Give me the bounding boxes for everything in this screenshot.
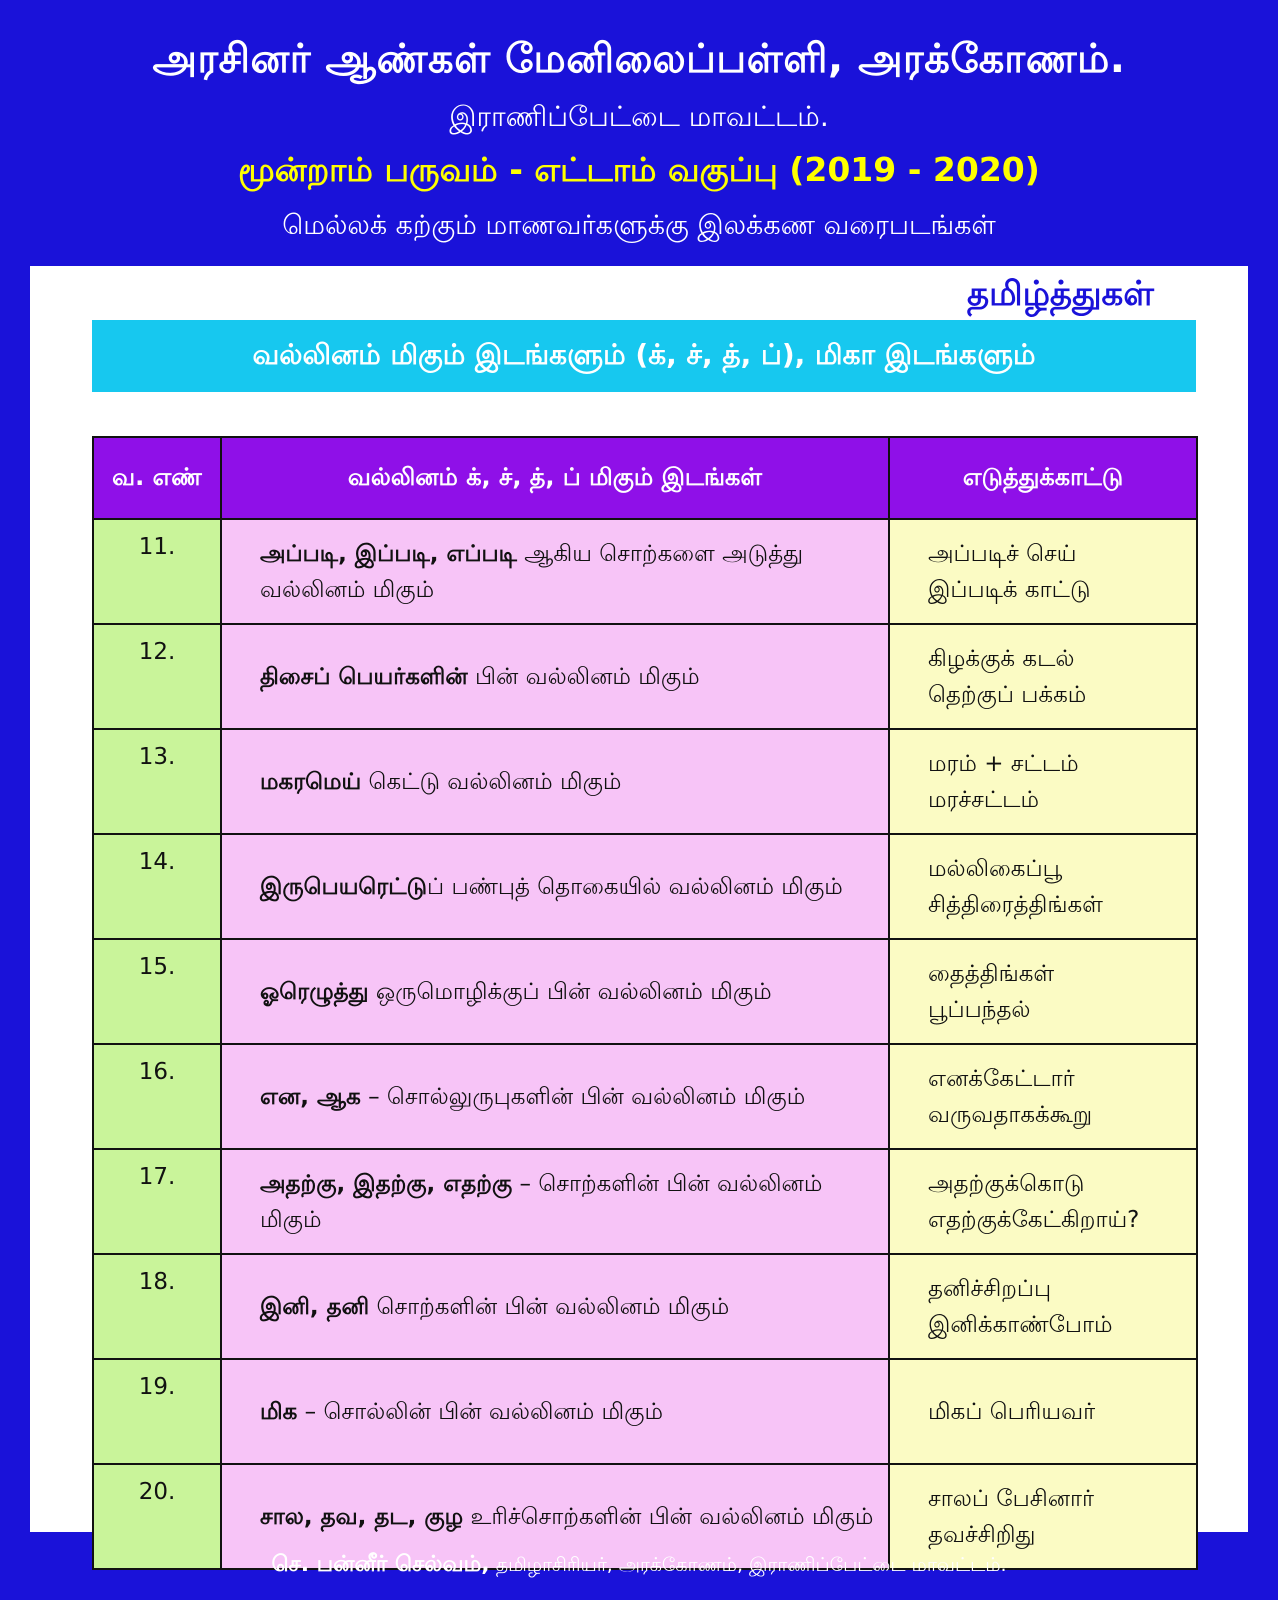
- site-label: தமிழ்த்துகள்: [966, 274, 1154, 314]
- row-example: [889, 834, 1197, 939]
- row-number: 18.: [93, 1254, 221, 1359]
- row-rule: [221, 1149, 889, 1254]
- table-row: [93, 624, 1197, 729]
- table-header-row: [93, 437, 1197, 519]
- example-line: மரச்சட்டம்: [928, 786, 1039, 813]
- term-class-heading: மூன்றாம் பருவம் - எட்டாம் வகுப்பு (2019 - 2020): [238, 150, 1040, 189]
- row-rule: [221, 729, 889, 834]
- header-example: எடுத்துக்காட்டு: [889, 437, 1197, 519]
- rule-keyword: இனி, தனி: [260, 1293, 370, 1320]
- row-example: [889, 519, 1197, 624]
- row-number: 12.: [93, 624, 221, 729]
- row-rule: [221, 519, 889, 624]
- row-example: [889, 939, 1197, 1044]
- example-line: இனிக்காண்போம்: [928, 1311, 1113, 1338]
- rule-keyword: திசைப் பெயர்களின்: [260, 663, 468, 690]
- rule-text: ப் பண்புத் தொகையில் வல்லினம் மிகும்: [427, 873, 843, 900]
- header-num: வ. எண்: [93, 437, 221, 519]
- example-line: சித்திரைத்திங்கள்: [928, 891, 1103, 918]
- rule-text: – சொல்லின் பின் வல்லினம் மிகும்: [297, 1398, 663, 1425]
- rule-keyword: இருபெயரெட்டு: [260, 873, 428, 900]
- example-line: மிகப் பெரியவர்: [928, 1398, 1096, 1425]
- row-rule: [221, 1044, 889, 1149]
- rule-keyword: அதற்கு, இதற்கு, எதற்கு: [260, 1170, 513, 1197]
- rule-text: ஒருமொழிக்குப் பின் வல்லினம் மிகும்: [368, 978, 772, 1005]
- row-rule: [221, 1254, 889, 1359]
- row-number: 17.: [93, 1149, 221, 1254]
- example-line: தனிச்சிறப்பு: [928, 1275, 1052, 1302]
- example-line: சாலப் பேசினார்: [928, 1485, 1095, 1512]
- table-row: [93, 519, 1197, 624]
- school-name: அரசினர் ஆண்கள் மேனிலைப்பள்ளி, அரக்கோணம்.: [152, 36, 1126, 82]
- row-example: [889, 1044, 1197, 1149]
- header-rule: வல்லினம் க், ச், த், ப் மிகும் இடங்கள்: [221, 437, 889, 519]
- rule-text: – சொற்களின் பின் வல்லினம் மிகும்: [260, 1170, 823, 1233]
- table-row: [93, 834, 1197, 939]
- header: [0, 0, 1278, 262]
- example-line: கிழக்குக் கடல்: [928, 645, 1075, 672]
- example-line: மல்லிகைப்பூ: [928, 855, 1063, 882]
- table-row: [93, 1149, 1197, 1254]
- row-number: 20.: [93, 1464, 221, 1569]
- row-example: [889, 1254, 1197, 1359]
- table-row: [93, 939, 1197, 1044]
- table-row: [93, 729, 1197, 834]
- row-rule: [221, 624, 889, 729]
- rule-keyword: என, ஆக: [260, 1083, 361, 1110]
- row-rule: [221, 1359, 889, 1464]
- row-number: 11.: [93, 519, 221, 624]
- topic-banner: வல்லினம் மிகும் இடங்களும் (க், ச், த், ப்), மிகா இடங்களும்: [92, 320, 1196, 392]
- footer-details: தமிழாசிரியர், அரக்கோணம், இராணிப்பேட்டை மாவட்டம்.: [489, 1554, 1007, 1576]
- table-body: [93, 519, 1197, 1569]
- row-example: [889, 729, 1197, 834]
- row-number: 14.: [93, 834, 221, 939]
- footer-author: செ. பன்னீர் செல்வம்,: [271, 1552, 490, 1577]
- rule-text: சொற்களின் பின் வல்லினம் மிகும்: [369, 1293, 730, 1320]
- table-row: [93, 1044, 1197, 1149]
- row-number: 16.: [93, 1044, 221, 1149]
- content-panel: [30, 266, 1248, 1548]
- example-line: எதற்குக்கேட்கிறாய்?: [928, 1206, 1140, 1233]
- row-number: 19.: [93, 1359, 221, 1464]
- rule-text: கெட்டு வல்லினம் மிகும்: [361, 768, 622, 795]
- row-example: [889, 624, 1197, 729]
- row-example: [889, 1359, 1197, 1464]
- footer: [0, 1552, 1278, 1580]
- rule-keyword: அப்படி, இப்படி, எப்படி: [260, 540, 517, 567]
- rule-text: – சொல்லுருபுகளின் பின் வல்லினம் மிகும்: [360, 1083, 806, 1110]
- example-line: எனக்கேட்டார்: [928, 1065, 1075, 1092]
- row-number: 13.: [93, 729, 221, 834]
- rules-table: [92, 436, 1198, 1570]
- example-line: பூப்பந்தல்: [928, 996, 1031, 1023]
- rule-keyword: மகரமெய்: [260, 768, 362, 795]
- row-example: [889, 1149, 1197, 1254]
- example-line: அப்படிச் செய்: [928, 540, 1077, 567]
- row-rule: [221, 834, 889, 939]
- example-line: அதற்குக்கொடு: [928, 1170, 1085, 1197]
- row-number: 15.: [93, 939, 221, 1044]
- example-line: தெற்குப் பக்கம்: [928, 681, 1087, 708]
- table-row: [93, 1254, 1197, 1359]
- subtitle: மெல்லக் கற்கும் மாணவர்களுக்கு இலக்கண வரைபடங்கள்: [282, 210, 996, 241]
- example-line: தவச்சிறிது: [928, 1521, 1036, 1548]
- example-line: வருவதாகக்கூறு: [928, 1101, 1093, 1128]
- rule-text: ஆகிய சொற்களை அடுத்து வல்லினம் மிகும்: [260, 540, 804, 603]
- rule-text: பின் வல்லினம் மிகும்: [467, 663, 700, 690]
- rule-keyword: சால, தவ, தட, குழ: [260, 1503, 464, 1530]
- example-line: மரம் + சட்டம்: [928, 750, 1079, 777]
- rule-text: உரிச்சொற்களின் பின் வல்லினம் மிகும்: [463, 1503, 874, 1530]
- table-row: [93, 1359, 1197, 1464]
- district-name: இராணிப்பேட்டை மாவட்டம்.: [449, 100, 829, 133]
- example-line: தைத்திங்கள்: [928, 960, 1055, 987]
- rule-keyword: மிக: [260, 1398, 298, 1425]
- row-rule: [221, 939, 889, 1044]
- example-line: இப்படிக் காட்டு: [928, 576, 1091, 603]
- rule-keyword: ஓரெழுத்து: [260, 978, 369, 1005]
